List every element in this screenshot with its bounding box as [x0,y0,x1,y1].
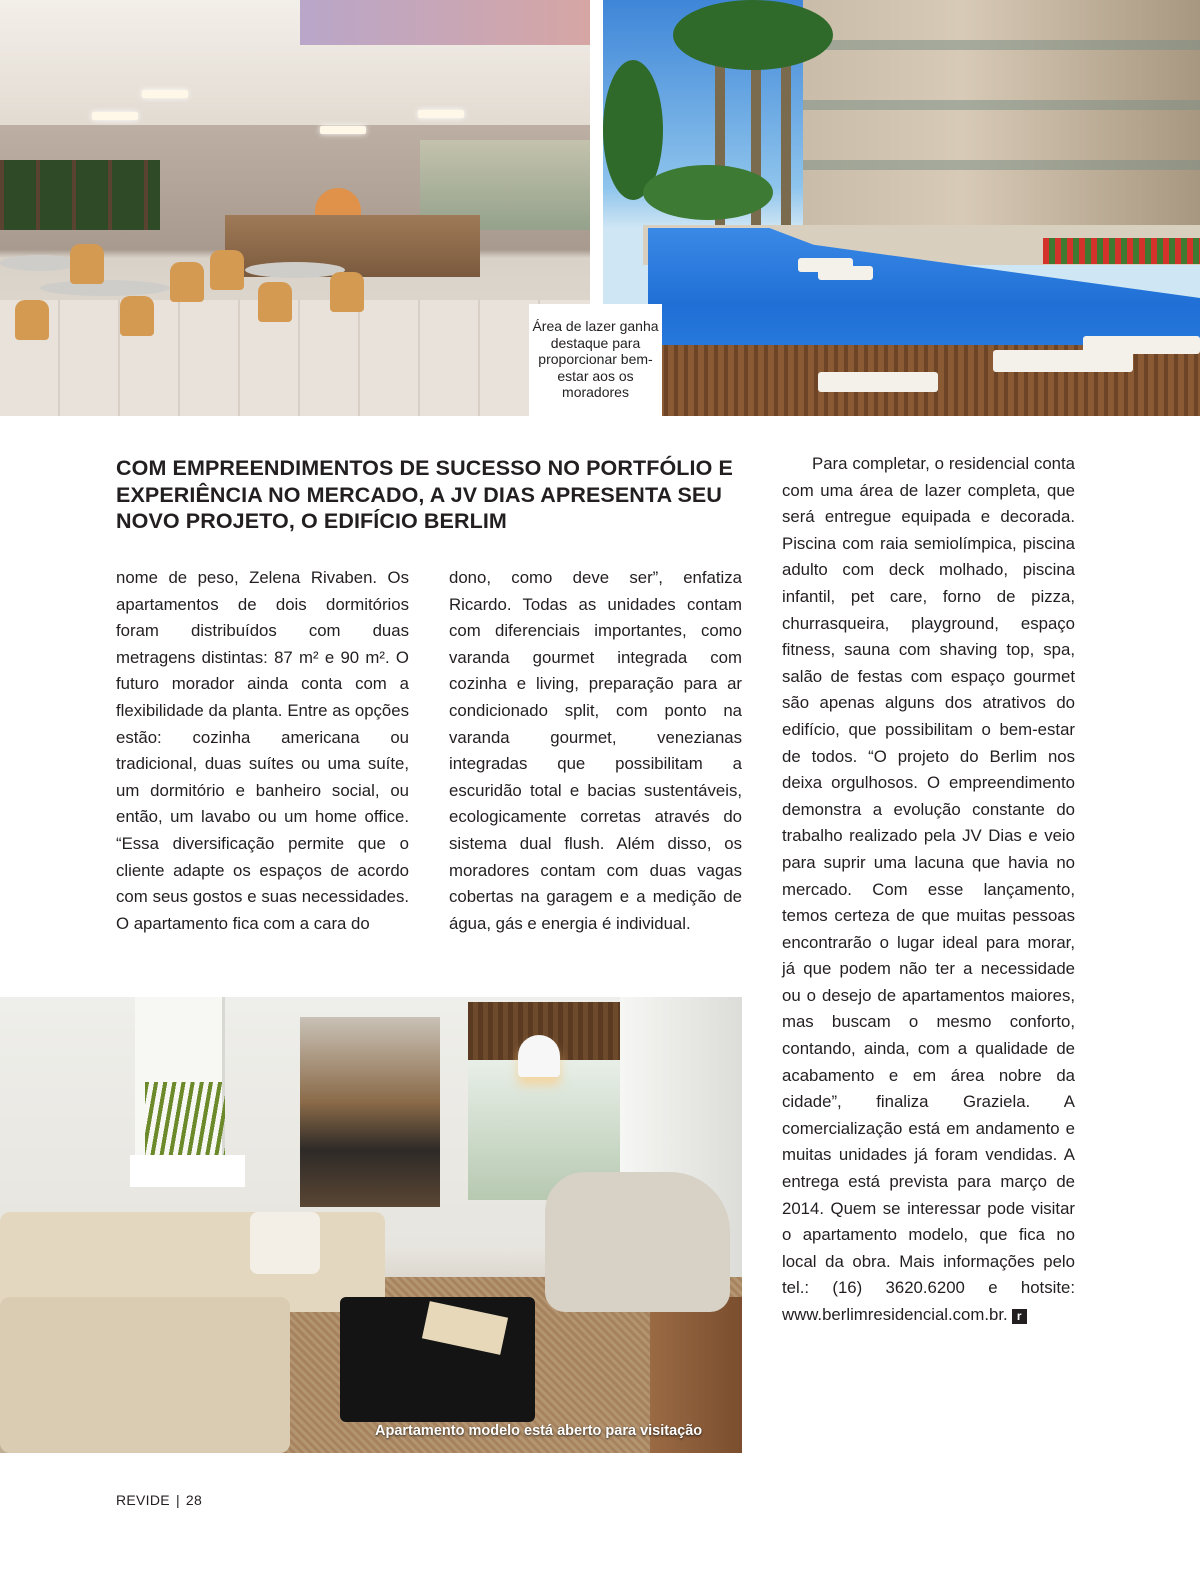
page-number: 28 [185,1492,203,1508]
potted-plant [145,1082,225,1162]
palm-trunk [781,55,791,240]
sun-lounger [1083,336,1200,354]
building-balcony [803,100,1200,110]
egg-armchair [545,1172,730,1312]
sun-lounger [818,266,873,280]
ceiling-light [92,112,138,120]
vertical-garden [0,160,160,230]
magazine-name: REVIDE [116,1492,170,1508]
chair [258,282,292,322]
footer-separator: | [175,1492,180,1508]
palm-fronds [673,0,833,70]
chair [15,300,49,340]
photo-caption-leisure: Área de lazer ganha destaque para proporcionar bem-estar aos os moradores [529,304,662,416]
photo-model-apartment [0,997,742,1453]
building-balcony [803,40,1200,50]
round-table [40,280,170,296]
ceiling-light [320,126,366,134]
building-facade [803,0,1200,235]
ceiling-light [418,110,464,118]
sun-lounger [818,372,938,392]
pendant-lamp [518,1035,560,1077]
lounge-floor [0,300,590,416]
open-kitchen [300,1017,440,1207]
sofa-seat [0,1297,290,1453]
floating-shelf [130,1155,245,1187]
ceiling-light [142,90,188,98]
page-footer [116,1492,202,1508]
article-column-1: nome de peso, Zelena Rivaben. Os apartamentos de dois dormitórios foram distribuídos com duas metragens distintas: 87 m² e 90 m². O futuro morador ainda conta com a flexibilidade da planta. Entre as opções estão: cozinha americana ou tradicional, duas suítes ou uma suíte, um dormitório e banheiro social, ou então, um lavabo ou um home office. “Essa diversificação permite que o cliente adapte os espaços de acordo com seus gostos e suas necessidades. O apartamento fica com a cara do [116,568,409,933]
article-column-3-text: Para completar, o residencial conta com uma área de lazer completa, que será entregue equipada e decorada. Piscina com raia semiolímpica, piscina adulto com deck molhado, piscina infantil, pet care, forno de pizza, churrasqueira, playground, espaço fitness, sauna com shaving top, spa, salão de festas com espaço gourmet são apenas alguns dos atrativos do edifício, que possibilitam o bem-estar de todos. “O projeto do Berlim nos deixa orgulhosos. O empreendimento demonstra a evolução constante do trabalho realizado pela JV Dias e veio para suprir uma lacuna que havia no mercado. Com esse lançamento, temos certeza de que muitas pessoas encontrarão o lugar ideal para morar, já que podem não ter a necessidade ou o desejo de apartamentos maiores, mas buscam o mesmo conforto, contando, ainda, com a qualidade de acabamento e em área nobre da cidade”, finaliza Graziela. A comercialização está em andamento e muitas unidades já foram vendidas. A entrega está prevista para março de 2014. Quem se interessar pode visitar o apartamento modelo, que fica no local da obra. Mais informações pelo tel.: (16) 3620.6200 e hotsite: www.berlimresidencial.com.br. [782,454,1075,1324]
photo-pool-area [603,0,1200,416]
chair [330,272,364,312]
round-table [245,262,345,278]
round-table [0,255,80,271]
flower-bed [1043,238,1200,264]
chair [210,250,244,290]
article-headline: COM EMPREENDIMENTOS DE SUCESSO NO PORTFÓLIO E EXPERIÊNCIA NO MERCADO, A JV DIAS APRESENTA SEU NOVO PROJETO, O EDIFÍCIO BERLIM [116,456,733,533]
article-column-2: dono, como deve ser”, enfatiza Ricardo. Todas as unidades contam com diferenciais importantes, como varanda gourmet integrada com cozinha e living, preparação para ar condicionado split, com ponto na varanda gourmet, venezianas integradas que possibilitam a escuridão total e bacias sustentáveis, ecologicamente corretas através do sistema dual flush. Além disso, os moradores contam com duas vagas cobertas na garagem e a medição de água, gás e energia é individual. [449,568,742,933]
chair [170,262,204,302]
hedge [643,165,773,220]
photo-caption-apartment: Apartamento modelo está aberto para visitação [375,1423,703,1439]
chair [120,296,154,336]
chair [70,244,104,284]
end-of-article-mark: r [1012,1309,1027,1324]
sofa-pillow [250,1212,320,1274]
lounge-sky [300,0,590,45]
article-column-3 [782,451,1075,1329]
building-balcony [803,160,1200,170]
photo-gourmet-lounge [0,0,590,416]
